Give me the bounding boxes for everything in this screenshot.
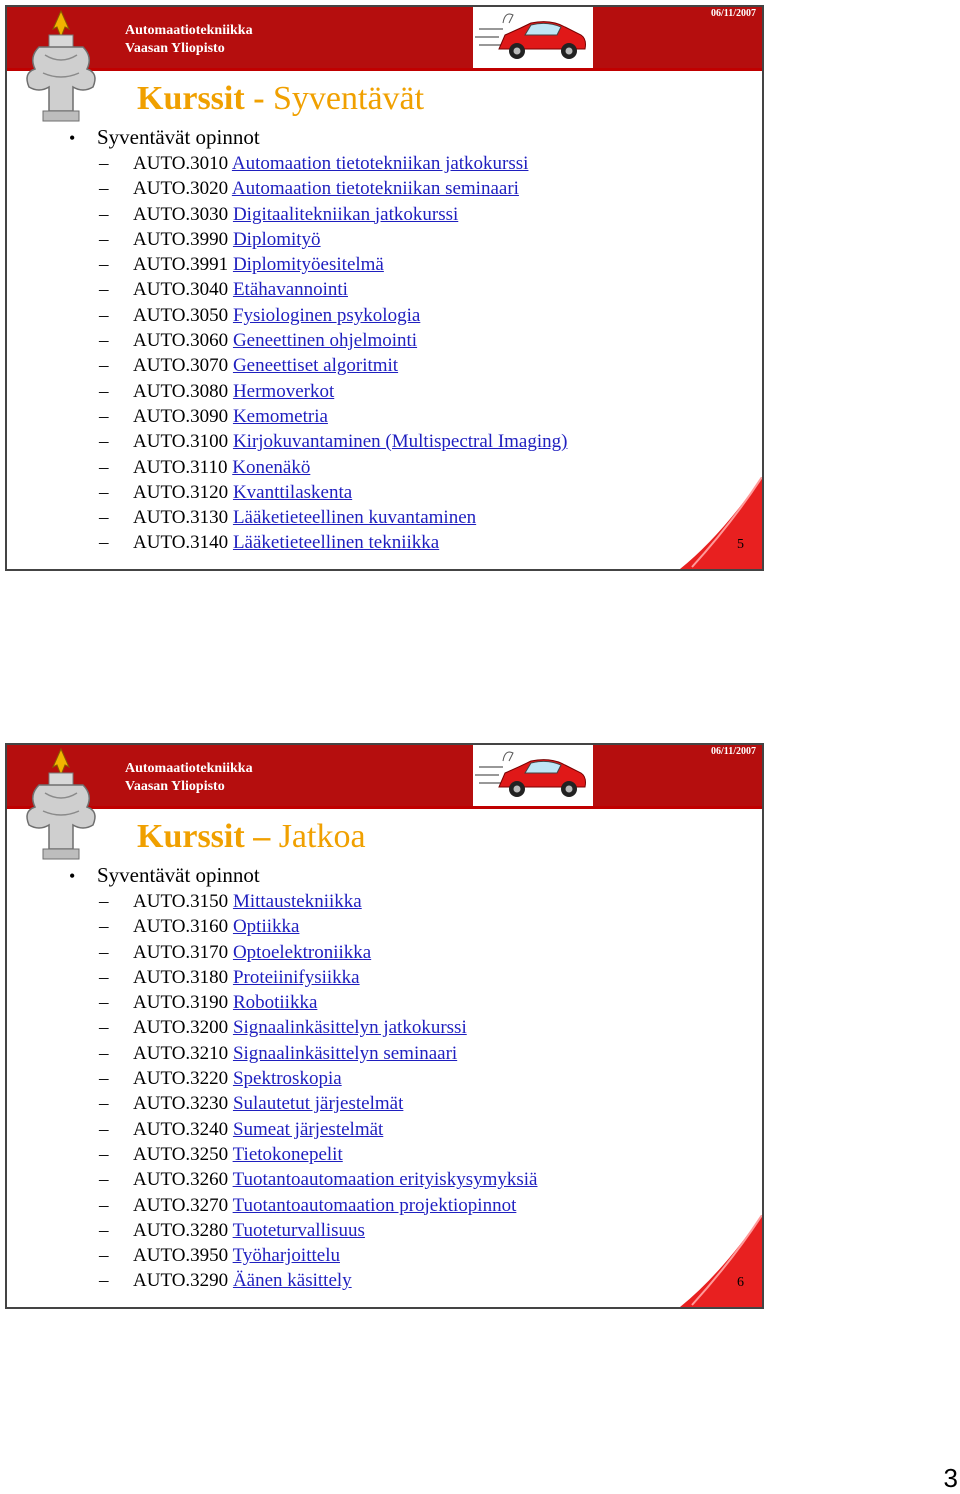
- header-text: [125, 760, 253, 796]
- course-code: AUTO.3070: [133, 355, 229, 377]
- course-item: [99, 1041, 537, 1066]
- dash-bullet-icon: –: [99, 891, 109, 912]
- course-code: AUTO.3160: [133, 916, 229, 938]
- course-link[interactable]: Äänen käsittely: [232, 1270, 352, 1292]
- dash-bullet-icon: –: [99, 380, 109, 402]
- course-link[interactable]: Sumeat järjestelmät: [232, 1118, 384, 1140]
- header-bar: [7, 7, 762, 68]
- course-link[interactable]: Lääketieteellinen tekniikka: [232, 532, 440, 554]
- university-logo-icon: [9, 7, 113, 127]
- course-link[interactable]: Sulautetut järjestelmät: [232, 1093, 404, 1115]
- left-margin: [7, 809, 57, 1307]
- course-item: [99, 1268, 537, 1293]
- course-code: AUTO.3950: [133, 1245, 229, 1267]
- course-code: AUTO.3130: [133, 507, 229, 529]
- course-code: AUTO.3230: [133, 1093, 229, 1115]
- course-link[interactable]: Spektroskopia: [232, 1068, 342, 1090]
- course-list: [99, 151, 567, 556]
- course-code: AUTO.3080: [133, 380, 229, 402]
- course-item: [99, 505, 567, 530]
- dash-bullet-icon: –: [99, 1042, 109, 1064]
- course-link[interactable]: Geneettiset algoritmit: [232, 355, 399, 377]
- course-code: AUTO.3110: [133, 456, 228, 478]
- course-code: AUTO.3040: [133, 279, 229, 301]
- slide-date: 06/11/2007: [710, 8, 756, 19]
- course-link[interactable]: Signaalinkäsittelyn jatkokurssi: [232, 1017, 467, 1039]
- dash-bullet-icon: –: [99, 1270, 109, 1292]
- dash-bullet-icon: –: [99, 1219, 109, 1241]
- dash-bullet-icon: –: [99, 992, 109, 1014]
- course-code: AUTO.3170: [133, 941, 229, 963]
- course-item: [99, 202, 567, 227]
- course-link[interactable]: Optiikka: [232, 916, 300, 938]
- section-heading: [69, 862, 260, 889]
- course-link[interactable]: Diplomityö: [232, 228, 321, 250]
- course-link[interactable]: Robotiikka: [232, 992, 318, 1014]
- bullet-icon: •: [69, 128, 76, 148]
- course-item: [99, 176, 567, 201]
- course-item: [99, 480, 567, 505]
- course-code: AUTO.3200: [133, 1017, 229, 1039]
- course-link[interactable]: Fysiologinen psykologia: [232, 304, 421, 326]
- dash-bullet-icon: –: [99, 304, 109, 326]
- document-page-number: 3: [943, 1463, 958, 1493]
- course-code: AUTO.3220: [133, 1068, 229, 1090]
- course-link[interactable]: Etähavannointi: [232, 279, 348, 301]
- dash-bullet-icon: –: [99, 941, 109, 963]
- car-image: [473, 745, 593, 806]
- course-link[interactable]: Lääketieteellinen kuvantaminen: [232, 507, 477, 529]
- course-item: [99, 353, 567, 378]
- left-margin: [7, 71, 57, 569]
- title-separator: –: [253, 818, 271, 855]
- course-item: [99, 1167, 537, 1192]
- title-separator: -: [253, 80, 265, 117]
- course-link[interactable]: Mittaustekniikka: [232, 891, 362, 912]
- dash-bullet-icon: –: [99, 1118, 109, 1140]
- course-code: AUTO.3050: [133, 304, 229, 326]
- course-code: AUTO.3990: [133, 228, 229, 250]
- slide-number: 5: [737, 537, 744, 552]
- header-rule: [7, 68, 762, 71]
- course-link[interactable]: Tuoteturvallisuus: [232, 1219, 365, 1241]
- dash-bullet-icon: –: [99, 916, 109, 938]
- dash-bullet-icon: –: [99, 532, 109, 554]
- course-item: [99, 379, 567, 404]
- course-code: AUTO.3020: [133, 178, 229, 200]
- dash-bullet-icon: –: [99, 228, 109, 250]
- course-code: AUTO.3120: [133, 481, 229, 503]
- course-item: [99, 429, 567, 454]
- course-link[interactable]: Työharjoittelu: [232, 1245, 340, 1267]
- page-curl-icon: [680, 1215, 762, 1307]
- dash-bullet-icon: –: [99, 178, 109, 200]
- dash-bullet-icon: –: [99, 431, 109, 453]
- department-name: Automaatiotekniikka: [125, 761, 253, 776]
- dash-bullet-icon: –: [99, 456, 109, 478]
- dash-bullet-icon: –: [99, 1245, 109, 1267]
- dash-bullet-icon: –: [99, 355, 109, 377]
- section-label: Syventävät opinnot: [97, 863, 260, 887]
- course-item: [99, 252, 567, 277]
- course-item: [99, 940, 537, 965]
- car-icon: [473, 7, 593, 68]
- course-code: AUTO.3100: [133, 431, 229, 453]
- course-item: [99, 151, 567, 176]
- bullet-icon: •: [69, 866, 76, 886]
- course-link[interactable]: Hermoverkot: [232, 380, 335, 402]
- department-name: Automaatiotekniikka: [125, 23, 253, 38]
- dash-bullet-icon: –: [99, 279, 109, 301]
- course-item: [99, 404, 567, 429]
- course-item: [99, 1066, 537, 1091]
- course-code: AUTO.3290: [133, 1270, 229, 1292]
- slide-title: [137, 79, 424, 119]
- course-list: [99, 889, 537, 1294]
- title-sub: Syventävät: [273, 80, 425, 117]
- course-item: [99, 965, 537, 990]
- course-item: [99, 1193, 537, 1218]
- slide-title: [137, 817, 366, 857]
- course-link[interactable]: Proteiinifysiikka: [232, 966, 360, 988]
- dash-bullet-icon: –: [99, 481, 109, 503]
- dash-bullet-icon: –: [99, 153, 109, 174]
- dash-bullet-icon: –: [99, 966, 109, 988]
- course-link[interactable]: Diplomityöesitelmä: [232, 254, 384, 276]
- course-item: [99, 530, 567, 555]
- dash-bullet-icon: –: [99, 1093, 109, 1115]
- header-rule: [7, 806, 762, 809]
- dash-bullet-icon: –: [99, 330, 109, 352]
- course-code: AUTO.3030: [133, 203, 229, 225]
- course-link[interactable]: Kemometria: [232, 405, 328, 427]
- university-name: Vaasan Yliopisto: [125, 41, 225, 56]
- car-icon: [473, 745, 593, 806]
- course-link[interactable]: Konenäkö: [232, 456, 311, 478]
- course-code: AUTO.3010: [133, 153, 229, 174]
- course-code: AUTO.3260: [133, 1169, 229, 1191]
- dash-bullet-icon: –: [99, 203, 109, 225]
- course-item: [99, 455, 567, 480]
- course-link[interactable]: Automaation tietotekniikan jatkokurssi: [231, 153, 529, 174]
- dash-bullet-icon: –: [99, 507, 109, 529]
- dash-bullet-icon: –: [99, 1194, 109, 1216]
- course-link[interactable]: Geneettinen ohjelmointi: [232, 330, 418, 352]
- slide-date: 06/11/2007: [710, 746, 756, 757]
- course-item: [99, 1015, 537, 1040]
- course-code: AUTO.3240: [133, 1118, 229, 1140]
- course-item: [99, 1243, 537, 1268]
- section-heading: [69, 124, 260, 151]
- course-item: [99, 889, 537, 914]
- course-item: [99, 1142, 537, 1167]
- course-code: AUTO.3190: [133, 992, 229, 1014]
- course-item: [99, 227, 567, 252]
- course-item: [99, 990, 537, 1015]
- university-name: Vaasan Yliopisto: [125, 779, 225, 794]
- course-code: AUTO.3210: [133, 1042, 229, 1064]
- dash-bullet-icon: –: [99, 254, 109, 276]
- course-code: AUTO.3270: [133, 1194, 229, 1216]
- slide-5: [5, 5, 764, 571]
- course-code: AUTO.3140: [133, 532, 229, 554]
- course-code: AUTO.3991: [133, 254, 229, 276]
- slide-6: [5, 743, 764, 1309]
- university-logo-icon: [9, 745, 113, 865]
- title-main: Kurssit: [137, 80, 245, 117]
- course-link[interactable]: Automaation tietotekniikan seminaari: [231, 178, 519, 200]
- title-main: Kurssit: [137, 818, 245, 855]
- page-curl-icon: [680, 477, 762, 569]
- course-item: [99, 1117, 537, 1142]
- dash-bullet-icon: –: [99, 1169, 109, 1191]
- course-link[interactable]: Signaalinkäsittelyn seminaari: [232, 1042, 458, 1064]
- course-item: [99, 1091, 537, 1116]
- course-link[interactable]: Digitaalitekniikan jatkokurssi: [232, 203, 459, 225]
- course-item: [99, 277, 567, 302]
- course-code: AUTO.3090: [133, 405, 229, 427]
- dash-bullet-icon: –: [99, 1068, 109, 1090]
- section-label: Syventävät opinnot: [97, 125, 260, 149]
- header-bar: [7, 745, 762, 806]
- dash-bullet-icon: –: [99, 405, 109, 427]
- course-code: AUTO.3150: [133, 891, 229, 912]
- course-link[interactable]: Kirjokuvantaminen (Multispectral Imaging): [232, 431, 568, 453]
- dash-bullet-icon: –: [99, 1143, 109, 1165]
- course-link[interactable]: Tietokonepelit: [232, 1143, 343, 1165]
- course-link[interactable]: Optoelektroniikka: [232, 941, 372, 963]
- slide-number: 6: [737, 1275, 744, 1290]
- title-sub: Jatkoa: [278, 818, 366, 855]
- course-code: AUTO.3280: [133, 1219, 229, 1241]
- course-code: AUTO.3180: [133, 966, 229, 988]
- course-code: AUTO.3060: [133, 330, 229, 352]
- course-code: AUTO.3250: [133, 1143, 229, 1165]
- car-image: [473, 7, 593, 68]
- course-item: [99, 328, 567, 353]
- dash-bullet-icon: –: [99, 1017, 109, 1039]
- course-item: [99, 303, 567, 328]
- course-link[interactable]: Tuotantoautomaation erityiskysymyksiä: [232, 1169, 538, 1191]
- course-link[interactable]: Kvanttilaskenta: [232, 481, 353, 503]
- course-item: [99, 914, 537, 939]
- course-item: [99, 1218, 537, 1243]
- course-link[interactable]: Tuotantoautomaation projektiopinnot: [232, 1194, 517, 1216]
- header-text: [125, 22, 253, 58]
